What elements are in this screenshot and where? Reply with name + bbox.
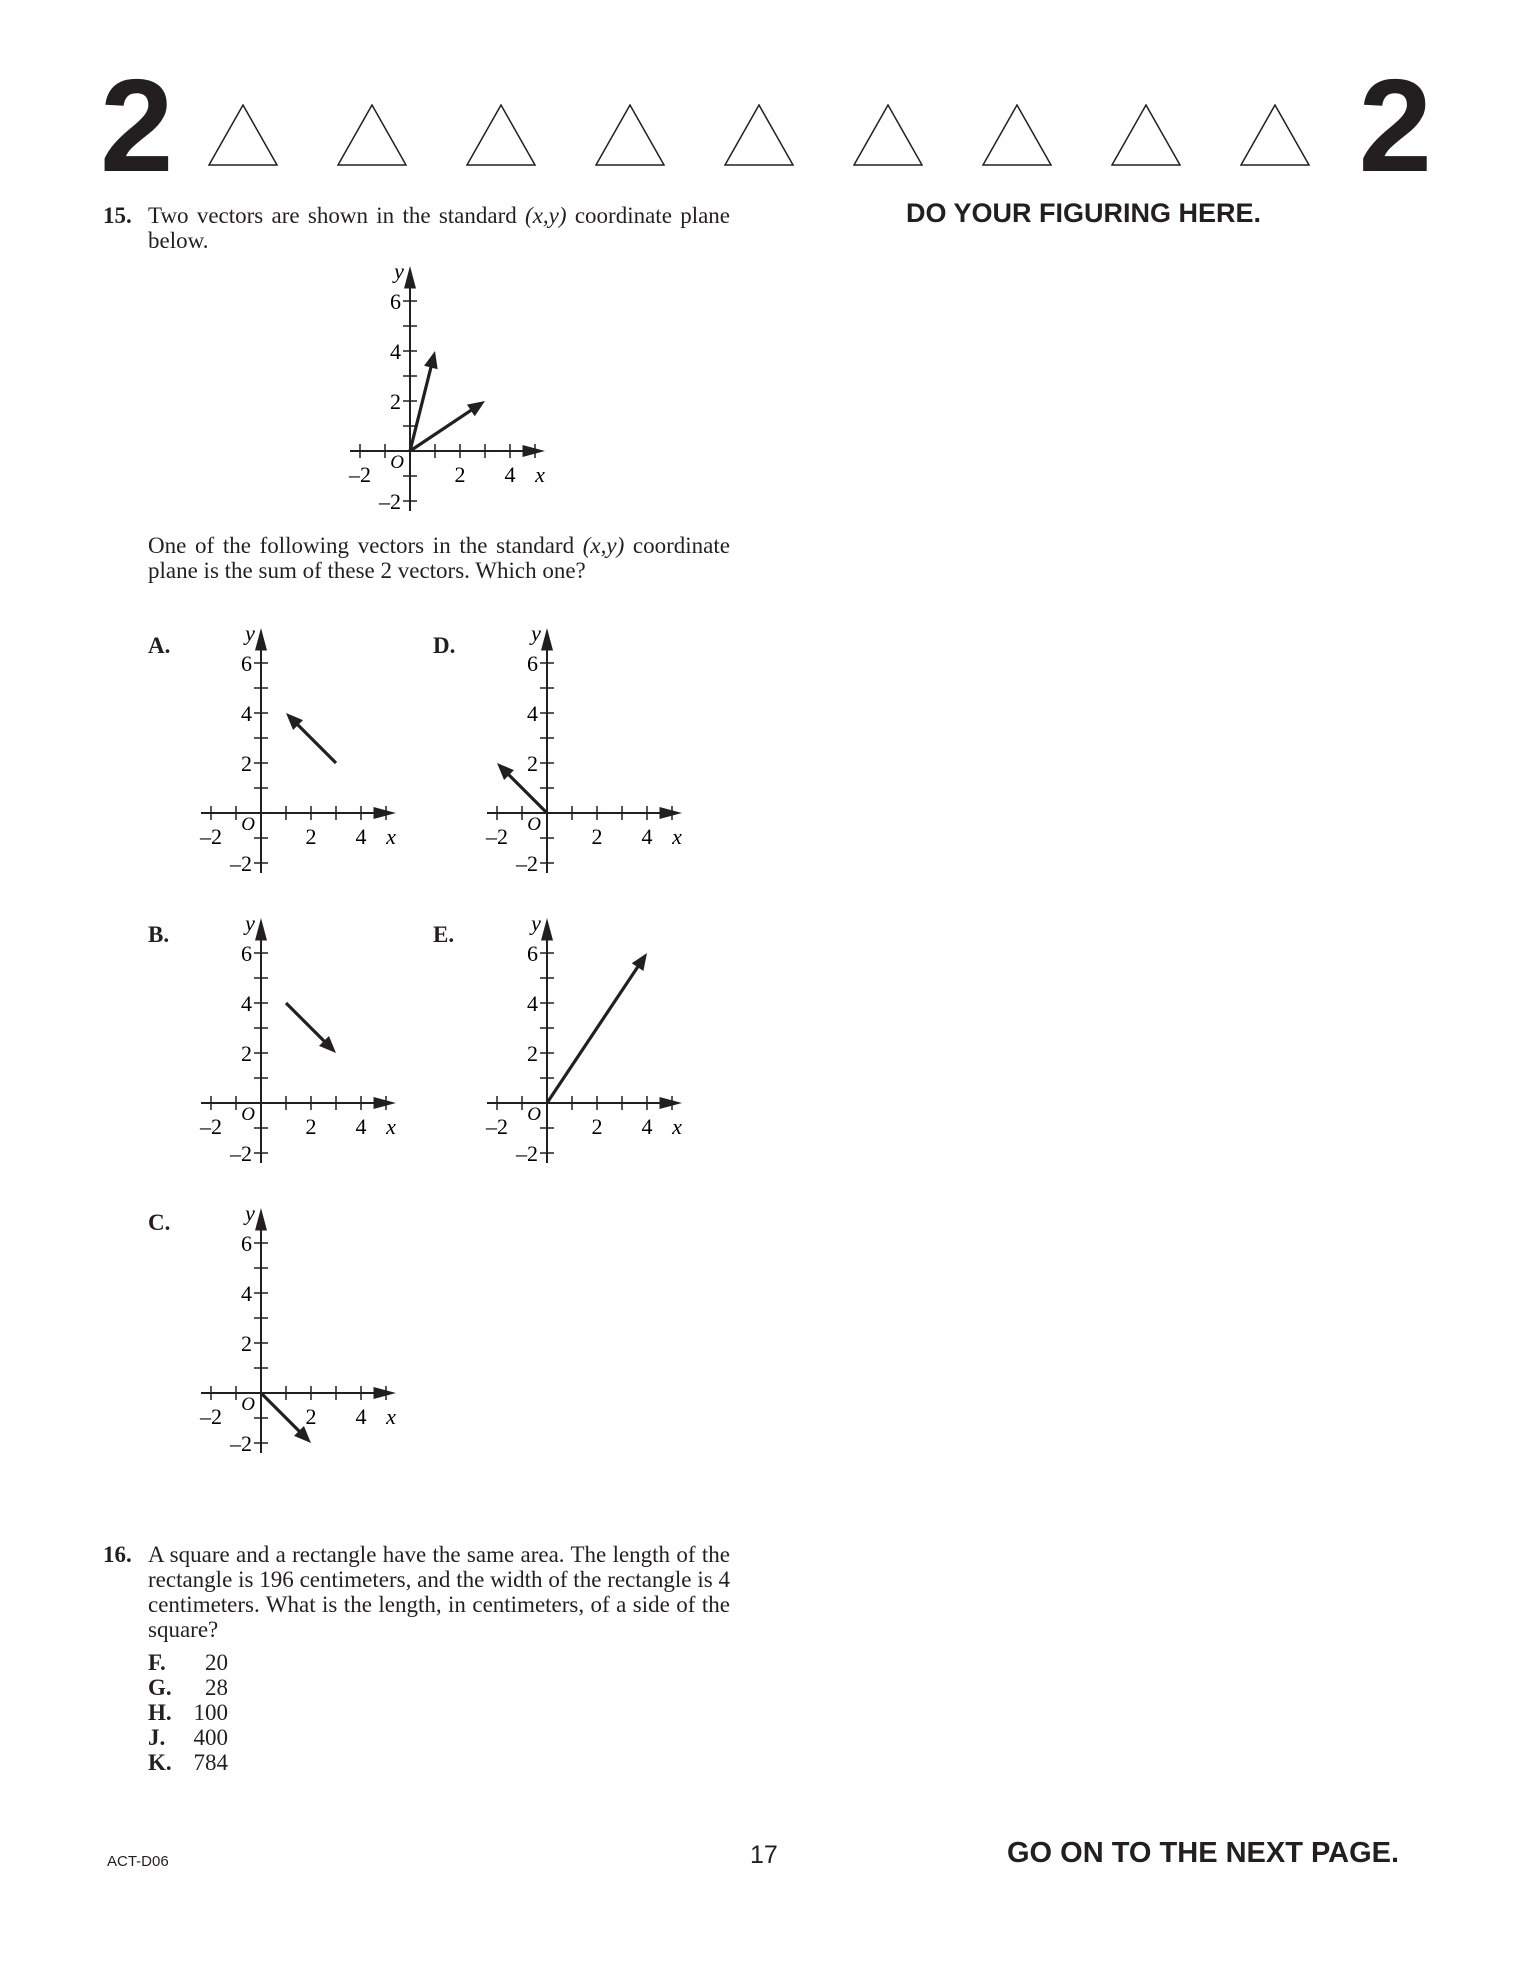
x-tick-label: 4 <box>641 1114 653 1139</box>
x-tick-label: 4 <box>641 824 653 849</box>
choice-b-letter[interactable]: B. <box>148 922 170 947</box>
y-tick-label: 4 <box>241 991 252 1016</box>
x-tick-label: 2 <box>305 824 317 849</box>
y-axis-label: y <box>245 1200 255 1226</box>
question-15-prompt <box>148 533 730 583</box>
origin-label: O <box>390 452 404 473</box>
origin-label: O <box>241 814 255 835</box>
y-tick-label: –2 <box>516 1141 538 1166</box>
y-tick-label: 2 <box>527 1041 538 1066</box>
vector-shaft <box>297 724 336 763</box>
y-tick-label: 2 <box>527 751 538 776</box>
y-tick-label: 2 <box>390 389 401 414</box>
x-axis-label: x <box>386 1404 396 1429</box>
vector-shaft <box>286 1003 325 1042</box>
prompt-text-2: coordinate plane is the sum of these 2 vectors. Which one? <box>148 533 730 583</box>
x-axis-label: x <box>386 1114 396 1139</box>
section-number-right: 2 <box>1358 52 1430 199</box>
y-axis-arrow <box>404 266 416 289</box>
y-tick-label: 4 <box>241 701 252 726</box>
choice-d-letter[interactable]: D. <box>433 633 456 658</box>
x-tick-label: –2 <box>486 1114 508 1139</box>
origin-label: O <box>241 1104 255 1125</box>
y-axis-arrow <box>255 628 267 651</box>
section-number-left: 2 <box>100 52 172 199</box>
x-tick-label: 4 <box>355 1114 367 1139</box>
y-axis-arrow <box>541 628 553 651</box>
vector-shaft <box>547 965 639 1103</box>
answer-value: 784 <box>193 1750 228 1775</box>
x-tick-label: 4 <box>355 1404 367 1429</box>
x-tick-label: –2 <box>486 824 508 849</box>
y-axis-label: y <box>245 910 255 936</box>
y-tick-label: 6 <box>527 941 538 966</box>
x-axis-label: x <box>672 824 682 849</box>
x-axis-arrow <box>523 445 546 457</box>
answer-value: 28 <box>205 1675 228 1700</box>
y-tick-label: 4 <box>527 701 538 726</box>
vector-arrowhead <box>424 351 438 369</box>
y-axis-arrow <box>255 1208 267 1231</box>
x-tick-label: 4 <box>355 824 367 849</box>
x-axis-label: x <box>386 824 396 849</box>
choice-b-graph <box>199 911 396 1167</box>
answer-j[interactable] <box>148 1725 268 1750</box>
question-16-stem: A square and a rectangle have the same area. The length of the rectangle is 196 centimeters, and the width of the rectangle is 4 centimeters. What is the length, in centimeters, of a side of the square? <box>148 1542 730 1642</box>
y-tick-label: 2 <box>241 1331 252 1356</box>
stem-coordinate: (x,y) <box>525 203 567 228</box>
y-tick-label: –2 <box>516 851 538 876</box>
y-axis-label: y <box>245 620 255 646</box>
origin-label: O <box>527 814 541 835</box>
x-axis-arrow <box>374 807 397 819</box>
prompt-coordinate: (x,y) <box>582 533 625 558</box>
x-axis-arrow <box>374 1387 397 1399</box>
y-tick-label: –2 <box>230 1141 252 1166</box>
stem-text-2: coordinate plane below. <box>148 203 730 253</box>
choice-c-graph <box>199 1201 396 1457</box>
answer-f[interactable] <box>148 1650 268 1675</box>
x-axis-label: x <box>672 1114 682 1139</box>
x-axis-arrow <box>660 807 683 819</box>
x-tick-label: 2 <box>305 1114 317 1139</box>
choice-e-letter[interactable]: E. <box>433 922 455 947</box>
answer-value: 100 <box>193 1700 228 1725</box>
x-tick-label: –2 <box>200 1114 222 1139</box>
y-tick-label: –2 <box>379 489 401 514</box>
y-axis-arrow <box>541 918 553 941</box>
x-axis-arrow <box>660 1097 683 1109</box>
x-axis-arrow <box>374 1097 397 1109</box>
x-tick-label: –2 <box>200 824 222 849</box>
answer-letter: F. <box>148 1650 166 1675</box>
y-tick-label: 4 <box>527 991 538 1016</box>
y-tick-label: 2 <box>241 1041 252 1066</box>
y-tick-label: –2 <box>230 1431 252 1456</box>
question-15-number: 15. <box>103 203 132 228</box>
y-tick-label: 6 <box>527 651 538 676</box>
x-tick-label: 2 <box>305 1404 317 1429</box>
y-axis-label: y <box>531 620 541 646</box>
choice-a-graph <box>199 621 396 877</box>
origin-label: O <box>241 1394 255 1415</box>
go-on-next-page: GO ON TO THE NEXT PAGE. <box>1007 1837 1400 1869</box>
y-tick-label: 4 <box>390 339 401 364</box>
y-tick-label: 6 <box>241 1231 252 1256</box>
x-tick-label: 2 <box>591 1114 603 1139</box>
vector-arrowhead <box>467 401 485 416</box>
answer-value: 20 <box>205 1650 228 1675</box>
stem-text-1: Two vectors are shown in the standard <box>148 203 526 228</box>
x-tick-label: 4 <box>504 462 516 487</box>
y-axis-label: y <box>394 258 404 284</box>
answer-letter: K. <box>148 1750 172 1775</box>
answer-h[interactable] <box>148 1700 268 1725</box>
answer-k[interactable] <box>148 1750 268 1775</box>
prompt-text-1: One of the following vectors in the standard <box>148 533 583 558</box>
choice-e-graph <box>485 911 682 1167</box>
choice-c-letter[interactable]: C. <box>148 1210 171 1235</box>
given-vectors-plot <box>348 259 545 515</box>
y-axis-label: y <box>531 910 541 936</box>
y-tick-label: –2 <box>230 851 252 876</box>
choice-a-letter[interactable]: A. <box>148 633 171 658</box>
x-axis-label: x <box>535 462 545 487</box>
footer-test-code: ACT-D06 <box>107 1853 169 1870</box>
x-tick-label: 2 <box>454 462 466 487</box>
vector-arrowhead <box>632 953 647 971</box>
choice-d-graph <box>485 621 682 877</box>
x-tick-label: –2 <box>349 462 371 487</box>
page-number: 17 <box>750 1841 778 1869</box>
answer-g[interactable] <box>148 1675 268 1700</box>
origin-label: O <box>527 1104 541 1125</box>
y-tick-label: 4 <box>241 1281 252 1306</box>
y-tick-label: 2 <box>241 751 252 776</box>
y-tick-label: 6 <box>390 289 401 314</box>
vector-shaft <box>508 774 547 813</box>
y-tick-label: 6 <box>241 651 252 676</box>
answer-letter: G. <box>148 1675 172 1700</box>
vector-shaft <box>261 1393 300 1432</box>
figuring-note: DO YOUR FIGURING HERE. <box>906 198 1262 228</box>
x-tick-label: –2 <box>200 1404 222 1429</box>
question-16-number: 16. <box>103 1542 132 1567</box>
x-tick-label: 2 <box>591 824 603 849</box>
answer-letter: J. <box>148 1725 166 1750</box>
y-axis-arrow <box>255 918 267 941</box>
answer-letter: H. <box>148 1700 172 1725</box>
y-tick-label: 6 <box>241 941 252 966</box>
answer-value: 400 <box>193 1725 228 1750</box>
